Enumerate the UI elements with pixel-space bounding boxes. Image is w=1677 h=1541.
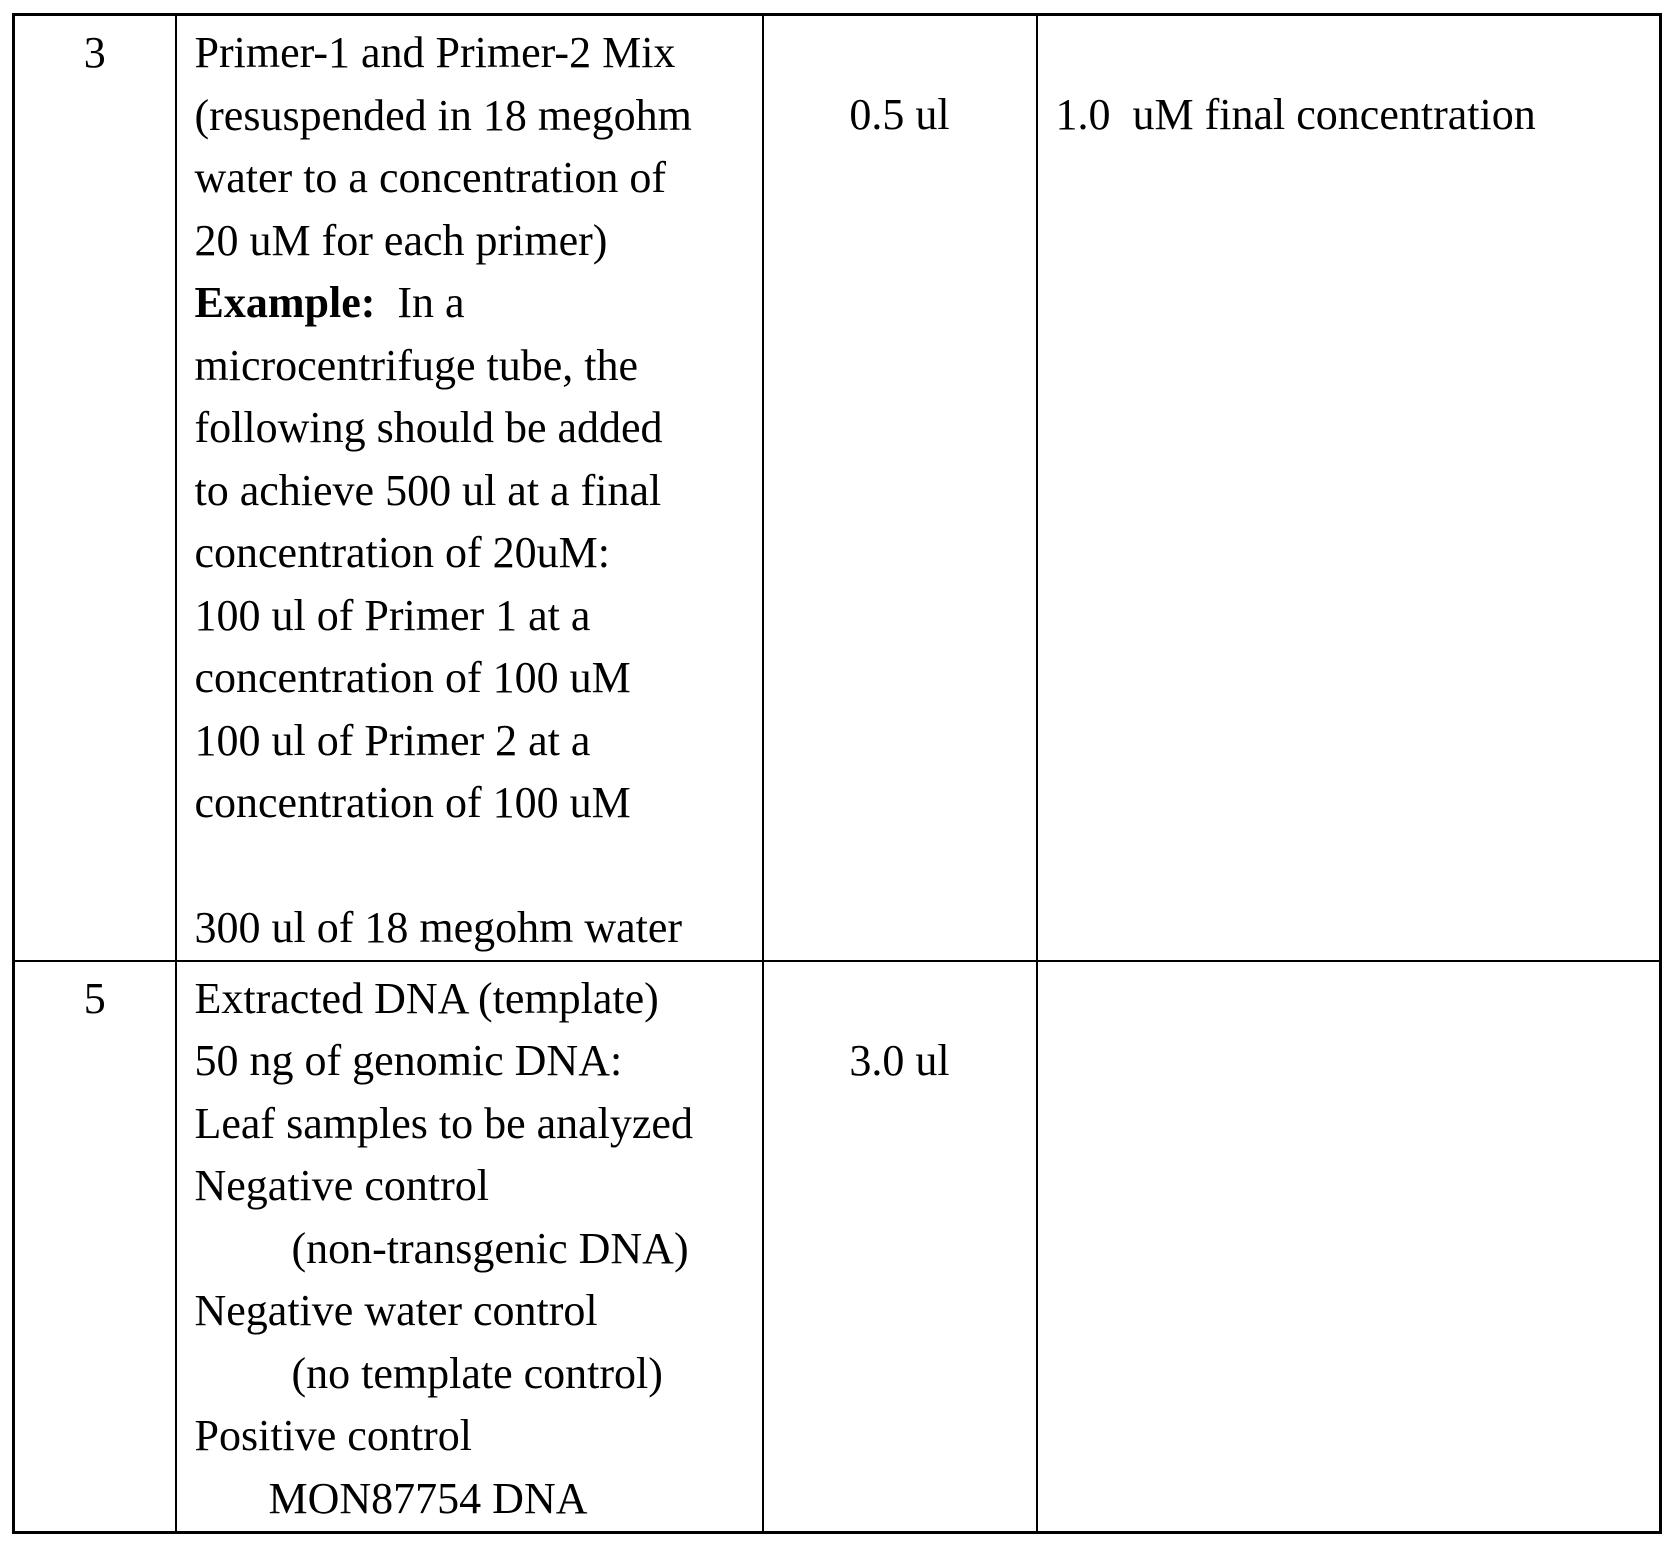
- table-row: [14, 961, 1661, 1533]
- component-line: 20 uM for each primer): [194, 215, 608, 265]
- component-line: (resuspended in 18 megohm: [194, 90, 692, 140]
- component-line-indented: (non-transgenic DNA): [291, 1223, 689, 1273]
- reagent-table: [12, 13, 1662, 1534]
- component-cell: [176, 961, 763, 1533]
- component-line: 100 ul of Primer 1 at a: [194, 590, 591, 640]
- step-number-cell: [14, 15, 176, 961]
- component-line: 100 ul of Primer 2 at a: [194, 715, 591, 765]
- component-cell: [176, 15, 763, 961]
- step-number-cell: [14, 961, 176, 1533]
- note-cell: [1037, 15, 1661, 961]
- component-line: water to a concentration of: [194, 153, 667, 202]
- component-line: Leaf samples to be analyzed: [194, 1098, 693, 1148]
- step-number: 3: [83, 28, 106, 77]
- component-line: Primer-1 and Primer-2 Mix: [194, 28, 676, 77]
- component-line: 50 ng of genomic DNA:: [194, 1036, 623, 1085]
- component-line: concentration of 100 uM: [194, 778, 631, 827]
- volume-value: 3.0 ul: [849, 1035, 950, 1085]
- component-line: 300 ul of 18 megohm water: [194, 903, 683, 952]
- component-line: concentration of 100 uM: [194, 653, 631, 702]
- example-label: Example:: [194, 278, 376, 327]
- component-line: Extracted DNA (template): [194, 973, 659, 1023]
- volume-cell: [763, 15, 1037, 961]
- table-row: [14, 15, 1661, 961]
- component-line: Negative water control: [194, 1286, 598, 1335]
- component-line: Positive control: [194, 1411, 472, 1460]
- component-line: to achieve 500 ul at a final: [194, 465, 662, 515]
- step-number: 5: [83, 973, 106, 1023]
- component-line-indented: MON87754 DNA: [268, 1473, 588, 1523]
- component-line: microcentrifuge tube, the: [194, 340, 638, 390]
- component-line-indented: (no template control): [291, 1348, 663, 1398]
- blank-line: [195, 835, 754, 898]
- component-line: following should be added: [194, 403, 663, 452]
- volume-cell: [763, 961, 1037, 1533]
- note-text: 1.0 uM final concentration: [1055, 90, 1536, 139]
- example-line: [195, 272, 754, 335]
- component-line: Negative control: [194, 1161, 489, 1210]
- volume-value: 0.5 ul: [849, 90, 950, 139]
- note-cell: [1037, 961, 1661, 1533]
- component-line: concentration of 20uM:: [194, 528, 610, 577]
- example-text: In a: [375, 278, 465, 327]
